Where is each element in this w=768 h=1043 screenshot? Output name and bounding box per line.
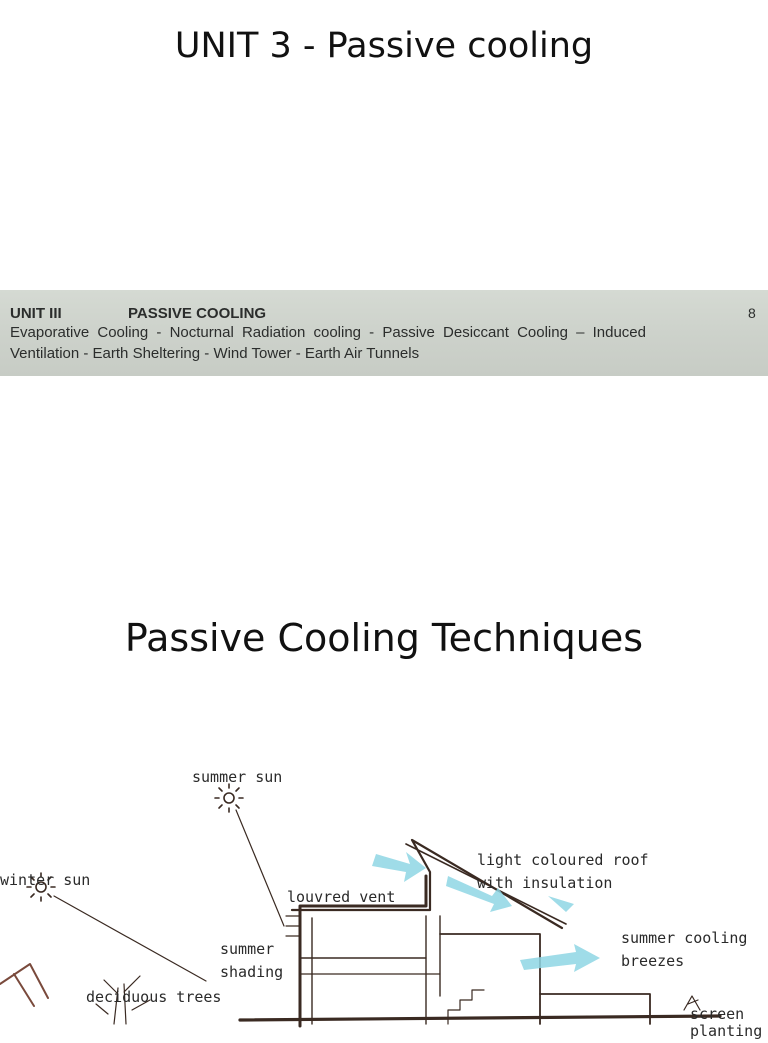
label-shading-line-2: shading [220, 963, 284, 981]
syllabus-hours: 8 [748, 305, 756, 321]
slide-title: UNIT 3 - Passive cooling [174, 26, 594, 66]
label-roof-line-1: light coloured roof [477, 851, 649, 869]
syllabus-topics-line-2: Ventilation - Earth Sheltering - Wind Tower - Earth Air Tunnels [10, 345, 420, 362]
label-winter-sun: winter sun [0, 871, 91, 889]
label-deciduous-trees: deciduous trees [86, 988, 222, 1006]
syllabus-topics-line-1: Evaporative Cooling - Nocturnal Radiation cooling - Passive Desiccant Cooling – Induced [10, 324, 646, 341]
label-screen-line-1: screen [690, 1005, 745, 1023]
label-shading-line-1: summer [220, 940, 275, 958]
label-roof-line-2: with insulation [477, 874, 613, 892]
syllabus-unit: UNIT III [10, 305, 62, 322]
label-breezes-line-1: summer cooling [621, 929, 748, 947]
slide-2 [0, 512, 768, 1040]
label-summer-sun: summer sun [192, 768, 283, 786]
passive-cooling-diagram [0, 748, 768, 1040]
label-louvred-vent: louvred vent [287, 888, 396, 906]
slide-1 [0, 0, 768, 512]
label-breezes-line-2: breezes [621, 952, 685, 970]
syllabus-scan [0, 290, 768, 376]
slide-title: Passive Cooling Techniques [124, 616, 644, 660]
label-screen-line-2: planting [690, 1022, 763, 1040]
syllabus-heading: PASSIVE COOLING [128, 305, 267, 322]
